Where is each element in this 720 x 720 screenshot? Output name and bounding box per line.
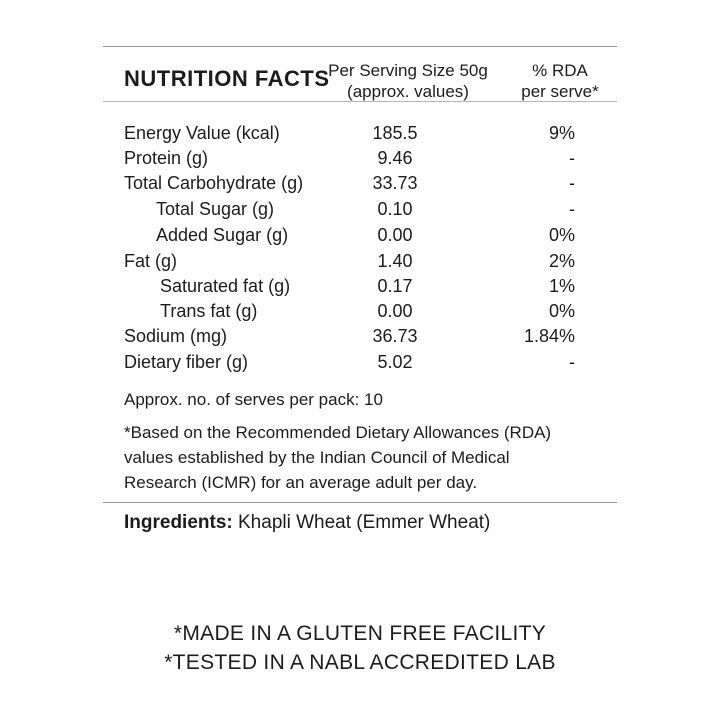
footnote-line: values established by the Indian Council of Medical — [124, 448, 510, 467]
nutrient-value: 5.02 — [377, 352, 413, 372]
table-row-energy — [0, 121, 720, 146]
table-row-protein — [0, 146, 720, 171]
rda-footnote — [124, 420, 551, 495]
nutrient-value: 9.46 — [377, 148, 413, 168]
table-row-added-sugar — [0, 223, 720, 248]
nutrient-rda: - — [569, 352, 575, 372]
table-row-total-sugar — [0, 197, 720, 222]
table-row-sodium — [0, 324, 720, 349]
table-row-fat — [0, 249, 720, 274]
nutrient-rda: - — [569, 199, 575, 219]
nutrient-rda: 0% — [548, 225, 575, 245]
nutrient-name: Fat (g) — [124, 251, 178, 271]
nutrient-name: Dietary fiber (g) — [124, 352, 249, 372]
bottom-divider — [103, 502, 617, 503]
header-divider — [103, 101, 617, 102]
nutrient-value: 0.00 — [377, 225, 413, 245]
ingredients-label: Ingredients: — [124, 512, 233, 533]
nutrient-name: Protein (g) — [124, 148, 209, 168]
top-divider — [103, 46, 617, 47]
rda-header — [512, 60, 608, 102]
nutrient-value: 36.73 — [372, 326, 418, 346]
nutrient-value: 33.73 — [372, 173, 418, 193]
nutrient-name: Energy Value (kcal) — [124, 123, 280, 143]
nutrient-rda: 1.84% — [523, 326, 575, 346]
table-row-total-carbohydrate — [0, 171, 720, 196]
nutrient-value: 0.00 — [377, 301, 413, 321]
nutrient-name: Trans fat (g) — [160, 301, 258, 321]
serving-size-line: Per Serving Size 50g — [328, 61, 488, 80]
footnote-line: *Based on the Recommended Dietary Allowances (RDA) — [124, 423, 552, 442]
nutrient-rda: - — [569, 148, 575, 168]
footnote-line: Research (ICMR) for an average adult per day. — [124, 473, 478, 492]
nutrient-value: 185.5 — [372, 123, 418, 143]
table-row-trans-fat — [0, 299, 720, 324]
approx-values-line: (approx. values) — [347, 82, 469, 101]
nutrient-rda: - — [569, 173, 575, 193]
nutrient-name: Total Sugar (g) — [156, 199, 275, 219]
nutrient-rda: 1% — [548, 276, 575, 296]
gluten-free-claim: *MADE IN A GLUTEN FREE FACILITY — [173, 622, 547, 645]
nabl-lab-claim: *TESTED IN A NABL ACCREDITED LAB — [164, 651, 556, 674]
per-serve-line: per serve* — [521, 82, 599, 101]
rda-line: % RDA — [532, 61, 588, 80]
nutrient-rda: 9% — [548, 123, 575, 143]
nutrient-value: 1.40 — [377, 251, 413, 271]
nutrient-rda: 2% — [548, 251, 575, 271]
nutrient-name: Saturated fat (g) — [160, 276, 291, 296]
nutrient-name: Sodium (mg) — [124, 326, 228, 346]
table-row-dietary-fiber — [0, 350, 720, 375]
table-row-saturated-fat — [0, 274, 720, 299]
nutrient-rda: 0% — [548, 301, 575, 321]
serving-size-header — [318, 60, 498, 102]
ingredients-value: Khapli Wheat (Emmer Wheat) — [232, 512, 491, 533]
nutrition-facts-title: NUTRITION FACTS — [124, 66, 330, 91]
nutrient-name: Total Carbohydrate (g) — [124, 173, 304, 193]
serves-per-pack: Approx. no. of serves per pack: 10 — [124, 390, 383, 409]
nutrient-value: 0.17 — [377, 276, 413, 296]
nutrient-value: 0.10 — [377, 199, 413, 219]
nutrient-name: Added Sugar (g) — [156, 225, 289, 245]
ingredients — [124, 510, 490, 536]
